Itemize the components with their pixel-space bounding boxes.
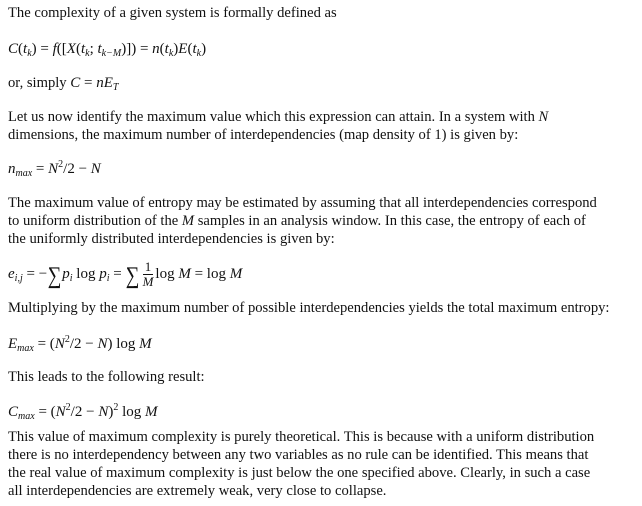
conclusion-paragraph: This value of maximum complexity is purely theoretical. This is because with a uniform distribution there is no interdependency between any two variables as no rule can be identified. This means that the real value of maximum complexity is just below the one specified above. Clearly, in such a case all interdependencies are extremely weak, very close to collapse. (8, 429, 595, 499)
nmax-equation: $n_{max} = N^2/2 - N$ (8, 159, 101, 179)
simply-equation: $C = nE_T$ (70, 75, 119, 93)
emax-equation: $E_{max} = (N^2/2 - N)$ log M (8, 334, 152, 354)
intro-paragraph: The complexity of a given system is formally defined as (8, 5, 337, 21)
result-lead-paragraph: This leads to the following result: (8, 369, 205, 385)
complexity-equation: $C(t_k) = f([X(t_k$; $t_{k-M})]) = n(t_k)E(t_k)$ (8, 41, 207, 59)
entropy-equation: $e_{i,j} = -\sum p_i$ $\log p_i$ = ∑ $\frac{1}{M}$ log M = log M (8, 259, 243, 289)
cmax-equation: $C_{max} = (N^2/2 - N)^2$ log M (8, 402, 158, 422)
max-entropy-paragraph: The maximum value of entropy may be estimated by assuming that all interdependencies correspond to uniform distribution of the M samples in an analysis window. In this case, the entropy of each of the uniformly distributed interdependencies is given by: (8, 195, 597, 247)
multiplying-paragraph: Multiplying by the maximum number of possible interdependencies yields the total maximum entropy: (8, 300, 610, 316)
max-interdependency-paragraph: Let us now identify the maximum value which this expression can attain. In a system with N dimensions, the maximum number of interdependencies (map density of 1) is given by: (8, 109, 549, 143)
simply-paragraph: or, simply $C = nE_T$ (8, 75, 119, 93)
